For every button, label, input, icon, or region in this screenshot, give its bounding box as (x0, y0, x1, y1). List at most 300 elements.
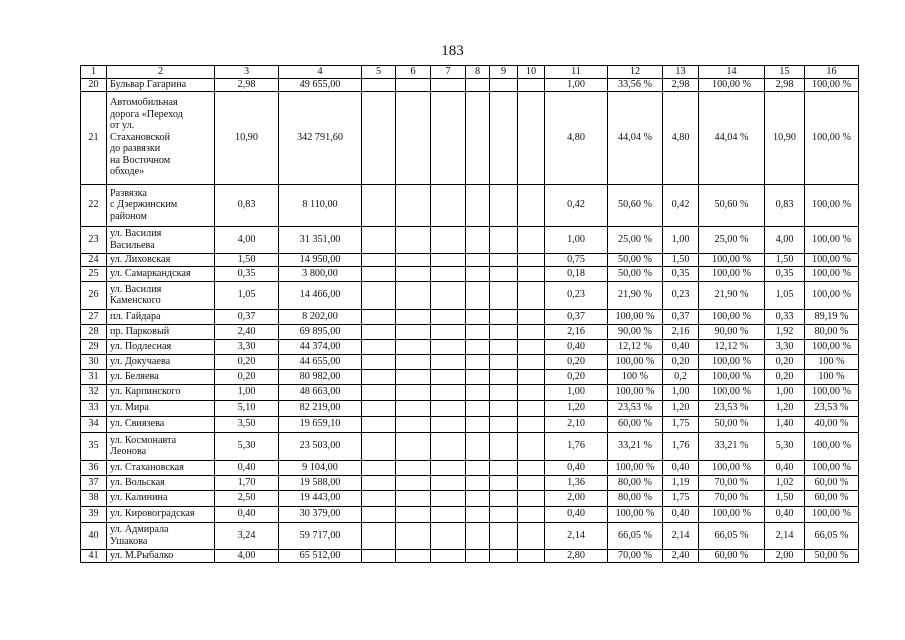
value-cell-c15: 1,92 (765, 324, 805, 339)
data-table (80, 65, 859, 563)
value-cell-c11: 0,20 (545, 354, 608, 369)
road-name-line: обходе» (110, 166, 145, 178)
empty-cell (396, 226, 431, 253)
row-number-cell: 39 (81, 506, 107, 522)
empty-cell (396, 384, 431, 400)
header-cell: 10 (518, 66, 545, 79)
empty-cell (490, 266, 518, 281)
value-cell-c14: 50,60 % (699, 184, 765, 226)
value-cell-c14: 70,00 % (699, 475, 765, 490)
road-name-line: Ушакова (110, 535, 148, 547)
road-name-cell (107, 522, 215, 549)
road-name-line: Бульвар Гагарина (110, 79, 187, 90)
empty-cell (490, 549, 518, 562)
value-cell-c14: 44,04 % (699, 91, 765, 184)
value-cell-c11: 0,42 (545, 184, 608, 226)
table-row (81, 475, 859, 490)
empty-cell (362, 79, 396, 92)
table-row (81, 490, 859, 506)
road-name-line: пл. Гайдара (110, 310, 161, 322)
value-cell-c14: 23,53 % (699, 400, 765, 416)
empty-cell (466, 416, 490, 432)
value-cell-c12: 50,00 % (608, 266, 663, 281)
row-number-cell: 26 (81, 281, 107, 309)
road-name-line: Васильева (110, 239, 155, 251)
value-cell-c4: 65 512,00 (279, 549, 362, 562)
value-cell-c16: 100,00 % (805, 506, 859, 522)
value-cell-c15: 0,33 (765, 309, 805, 324)
empty-cell (396, 324, 431, 339)
empty-cell (518, 432, 545, 460)
table-row (81, 384, 859, 400)
row-number-cell: 23 (81, 226, 107, 253)
empty-cell (518, 339, 545, 354)
row-number-cell: 27 (81, 309, 107, 324)
value-cell-c14: 50,00 % (699, 416, 765, 432)
road-name-cell (107, 460, 215, 475)
road-name-cell (107, 79, 215, 92)
empty-cell (396, 416, 431, 432)
value-cell-c14: 100,00 % (699, 253, 765, 266)
value-cell-c14: 100,00 % (699, 266, 765, 281)
empty-cell (466, 79, 490, 92)
value-cell-c3: 0,37 (215, 309, 279, 324)
value-cell-c11: 0,40 (545, 506, 608, 522)
empty-cell (518, 400, 545, 416)
road-name-cell (107, 266, 215, 281)
empty-cell (518, 266, 545, 281)
value-cell-c4: 19 588,00 (279, 475, 362, 490)
value-cell-c15: 0,20 (765, 354, 805, 369)
value-cell-c16: 100,00 % (805, 460, 859, 475)
value-cell-c4: 31 351,00 (279, 226, 362, 253)
value-cell-c13: 1,76 (663, 432, 699, 460)
value-cell-c11: 0,20 (545, 369, 608, 384)
value-cell-c4: 23 503,00 (279, 432, 362, 460)
value-cell-c15: 2,00 (765, 549, 805, 562)
empty-cell (466, 506, 490, 522)
header-cell: 15 (765, 66, 805, 79)
road-name-cell (107, 369, 215, 384)
road-name-line: с Дзержинским (110, 199, 178, 211)
value-cell-c4: 19 659,10 (279, 416, 362, 432)
empty-cell (466, 339, 490, 354)
value-cell-c11: 0,23 (545, 281, 608, 309)
empty-cell (490, 226, 518, 253)
empty-cell (396, 354, 431, 369)
empty-cell (362, 475, 396, 490)
table-row (81, 522, 859, 549)
road-name-line: ул. Василия (110, 283, 162, 295)
table-row (81, 506, 859, 522)
table-row (81, 266, 859, 281)
empty-cell (490, 91, 518, 184)
value-cell-c15: 3,30 (765, 339, 805, 354)
table-row (81, 281, 859, 309)
row-number-cell: 37 (81, 475, 107, 490)
empty-cell (490, 354, 518, 369)
road-name-cell (107, 253, 215, 266)
road-name-cell (107, 416, 215, 432)
value-cell-c12: 100,00 % (608, 460, 663, 475)
value-cell-c3: 0,20 (215, 354, 279, 369)
empty-cell (490, 369, 518, 384)
road-name-cell (107, 339, 215, 354)
value-cell-c4: 30 379,00 (279, 506, 362, 522)
value-cell-c3: 0,20 (215, 369, 279, 384)
empty-cell (362, 309, 396, 324)
empty-cell (518, 384, 545, 400)
road-name-cell (107, 475, 215, 490)
empty-cell (431, 432, 466, 460)
row-number-cell: 36 (81, 460, 107, 475)
value-cell-c14: 100,00 % (699, 506, 765, 522)
value-cell-c12: 50,00 % (608, 253, 663, 266)
value-cell-c12: 80,00 % (608, 475, 663, 490)
value-cell-c4: 3 800,00 (279, 266, 362, 281)
empty-cell (518, 324, 545, 339)
road-name-line: ул. Адмирала (110, 524, 169, 535)
empty-cell (466, 369, 490, 384)
value-cell-c14: 33,21 % (699, 432, 765, 460)
value-cell-c12: 100,00 % (608, 309, 663, 324)
value-cell-c14: 100,00 % (699, 354, 765, 369)
value-cell-c16: 100,00 % (805, 226, 859, 253)
empty-cell (431, 184, 466, 226)
value-cell-c11: 2,16 (545, 324, 608, 339)
value-cell-c4: 14 950,00 (279, 253, 362, 266)
table-row (81, 226, 859, 253)
value-cell-c14: 60,00 % (699, 549, 765, 562)
value-cell-c16: 100,00 % (805, 91, 859, 184)
value-cell-c4: 69 895,00 (279, 324, 362, 339)
value-cell-c15: 1,05 (765, 281, 805, 309)
road-name-line: ул. Василия (110, 228, 162, 239)
value-cell-c15: 5,30 (765, 432, 805, 460)
empty-cell (362, 266, 396, 281)
value-cell-c14: 100,00 % (699, 309, 765, 324)
empty-cell (362, 339, 396, 354)
road-name-line: ул. Космонавта (110, 434, 177, 446)
empty-cell (431, 384, 466, 400)
empty-cell (431, 490, 466, 506)
row-number-cell: 38 (81, 490, 107, 506)
empty-cell (466, 354, 490, 369)
road-name-line: районом (110, 210, 147, 222)
road-name-cell (107, 309, 215, 324)
empty-cell (466, 309, 490, 324)
empty-cell (362, 490, 396, 506)
value-cell-c12: 80,00 % (608, 490, 663, 506)
value-cell-c16: 100,00 % (805, 253, 859, 266)
road-name-cell (107, 549, 215, 562)
value-cell-c11: 0,37 (545, 309, 608, 324)
road-name-line: ул. Кировоградская (110, 508, 195, 520)
empty-cell (431, 475, 466, 490)
value-cell-c15: 1,00 (765, 384, 805, 400)
row-number-cell: 32 (81, 384, 107, 400)
value-cell-c14: 100,00 % (699, 369, 765, 384)
road-name-cell (107, 281, 215, 309)
empty-cell (466, 475, 490, 490)
value-cell-c12: 100 % (608, 369, 663, 384)
value-cell-c11: 4,80 (545, 91, 608, 184)
header-cell: 3 (215, 66, 279, 79)
empty-cell (362, 324, 396, 339)
empty-cell (518, 416, 545, 432)
value-cell-c3: 10,90 (215, 91, 279, 184)
road-name-cell (107, 184, 215, 226)
empty-cell (396, 549, 431, 562)
road-name-cell (107, 324, 215, 339)
value-cell-c16: 100,00 % (805, 339, 859, 354)
empty-cell (490, 184, 518, 226)
empty-cell (396, 369, 431, 384)
value-cell-c3: 3,24 (215, 522, 279, 549)
value-cell-c3: 2,40 (215, 324, 279, 339)
empty-cell (362, 506, 396, 522)
empty-cell (466, 91, 490, 184)
value-cell-c11: 1,00 (545, 384, 608, 400)
empty-cell (466, 226, 490, 253)
value-cell-c15: 1,02 (765, 475, 805, 490)
value-cell-c14: 21,90 % (699, 281, 765, 309)
empty-cell (396, 266, 431, 281)
empty-cell (362, 460, 396, 475)
value-cell-c4: 19 443,00 (279, 490, 362, 506)
empty-cell (466, 266, 490, 281)
value-cell-c15: 0,40 (765, 506, 805, 522)
table-row (81, 369, 859, 384)
value-cell-c3: 3,50 (215, 416, 279, 432)
empty-cell (362, 253, 396, 266)
table-row (81, 416, 859, 432)
road-name-line: ул. Свиязева (110, 418, 165, 430)
road-name-cell (107, 226, 215, 253)
empty-cell (362, 354, 396, 369)
empty-cell (490, 506, 518, 522)
value-cell-c14: 66,05 % (699, 522, 765, 549)
empty-cell (431, 416, 466, 432)
header-cell: 13 (663, 66, 699, 79)
value-cell-c12: 33,56 % (608, 79, 663, 92)
value-cell-c12: 100,00 % (608, 384, 663, 400)
value-cell-c15: 0,40 (765, 460, 805, 475)
value-cell-c15: 4,00 (765, 226, 805, 253)
empty-cell (490, 475, 518, 490)
empty-cell (396, 506, 431, 522)
value-cell-c15: 1,50 (765, 490, 805, 506)
value-cell-c15: 1,50 (765, 253, 805, 266)
value-cell-c16: 23,53 % (805, 400, 859, 416)
value-cell-c14: 25,00 % (699, 226, 765, 253)
empty-cell (431, 522, 466, 549)
empty-cell (466, 490, 490, 506)
value-cell-c3: 0,35 (215, 266, 279, 281)
value-cell-c11: 1,36 (545, 475, 608, 490)
road-name-line: ул. Карпинского (110, 386, 181, 398)
row-number-cell: 25 (81, 266, 107, 281)
value-cell-c3: 4,00 (215, 549, 279, 562)
value-cell-c11: 2,80 (545, 549, 608, 562)
header-cell: 1 (81, 66, 107, 79)
empty-cell (518, 91, 545, 184)
header-row (81, 66, 859, 79)
empty-cell (431, 400, 466, 416)
value-cell-c14: 12,12 % (699, 339, 765, 354)
empty-cell (362, 416, 396, 432)
road-name-cell (107, 354, 215, 369)
road-name-line: ул. Подлесная (110, 340, 172, 352)
table-row (81, 309, 859, 324)
row-number-cell: 22 (81, 184, 107, 226)
value-cell-c4: 80 982,00 (279, 369, 362, 384)
road-name-cell (107, 91, 215, 184)
header-cell: 4 (279, 66, 362, 79)
empty-cell (396, 475, 431, 490)
value-cell-c16: 50,00 % (805, 549, 859, 562)
header-cell: 9 (490, 66, 518, 79)
value-cell-c16: 100 % (805, 354, 859, 369)
empty-cell (518, 460, 545, 475)
value-cell-c4: 82 219,00 (279, 400, 362, 416)
value-cell-c3: 2,98 (215, 79, 279, 92)
value-cell-c12: 23,53 % (608, 400, 663, 416)
road-name-line: Стахановской (110, 131, 171, 143)
road-name-line: ул. Докучаева (110, 355, 171, 367)
empty-cell (431, 369, 466, 384)
empty-cell (362, 549, 396, 562)
value-cell-c4: 48 663,00 (279, 384, 362, 400)
value-cell-c13: 1,75 (663, 490, 699, 506)
road-name-line: ул. М.Рыбалко (110, 549, 174, 561)
value-cell-c13: 1,75 (663, 416, 699, 432)
empty-cell (466, 460, 490, 475)
empty-cell (466, 184, 490, 226)
table-row (81, 253, 859, 266)
value-cell-c11: 0,40 (545, 339, 608, 354)
empty-cell (396, 490, 431, 506)
value-cell-c3: 0,40 (215, 460, 279, 475)
value-cell-c14: 100,00 % (699, 460, 765, 475)
road-name-cell (107, 384, 215, 400)
header-cell: 14 (699, 66, 765, 79)
empty-cell (362, 400, 396, 416)
value-cell-c13: 2,40 (663, 549, 699, 562)
value-cell-c3: 1,50 (215, 253, 279, 266)
header-cell: 5 (362, 66, 396, 79)
value-cell-c15: 0,20 (765, 369, 805, 384)
value-cell-c13: 1,00 (663, 226, 699, 253)
empty-cell (490, 490, 518, 506)
row-number-cell: 40 (81, 522, 107, 549)
empty-cell (396, 339, 431, 354)
road-name-line: ул. Мира (110, 402, 149, 414)
road-name-line: ул. Стахановская (110, 461, 184, 473)
empty-cell (431, 281, 466, 309)
value-cell-c4: 44 374,00 (279, 339, 362, 354)
value-cell-c12: 33,21 % (608, 432, 663, 460)
empty-cell (431, 354, 466, 369)
header-cell: 11 (545, 66, 608, 79)
empty-cell (362, 369, 396, 384)
value-cell-c12: 44,04 % (608, 91, 663, 184)
value-cell-c3: 3,30 (215, 339, 279, 354)
road-name-cell (107, 490, 215, 506)
value-cell-c11: 2,10 (545, 416, 608, 432)
value-cell-c3: 1,70 (215, 475, 279, 490)
empty-cell (431, 253, 466, 266)
row-number-cell: 30 (81, 354, 107, 369)
value-cell-c15: 0,35 (765, 266, 805, 281)
table-row (81, 432, 859, 460)
empty-cell (396, 253, 431, 266)
empty-cell (362, 522, 396, 549)
empty-cell (396, 184, 431, 226)
header-cell: 16 (805, 66, 859, 79)
value-cell-c11: 1,20 (545, 400, 608, 416)
value-cell-c13: 0,37 (663, 309, 699, 324)
empty-cell (431, 324, 466, 339)
value-cell-c15: 10,90 (765, 91, 805, 184)
value-cell-c4: 14 466,00 (279, 281, 362, 309)
empty-cell (396, 522, 431, 549)
empty-cell (466, 253, 490, 266)
header-cell: 7 (431, 66, 466, 79)
value-cell-c11: 2,14 (545, 522, 608, 549)
value-cell-c11: 1,00 (545, 79, 608, 92)
empty-cell (396, 309, 431, 324)
road-name-line: Автомобильная (110, 97, 178, 109)
value-cell-c16: 60,00 % (805, 475, 859, 490)
empty-cell (490, 522, 518, 549)
value-cell-c3: 5,10 (215, 400, 279, 416)
value-cell-c3: 1,05 (215, 281, 279, 309)
empty-cell (490, 79, 518, 92)
empty-cell (490, 384, 518, 400)
value-cell-c13: 2,16 (663, 324, 699, 339)
header-cell: 2 (107, 66, 215, 79)
empty-cell (518, 475, 545, 490)
empty-cell (490, 324, 518, 339)
empty-cell (490, 400, 518, 416)
row-number-cell: 34 (81, 416, 107, 432)
empty-cell (490, 416, 518, 432)
empty-cell (466, 400, 490, 416)
value-cell-c16: 40,00 % (805, 416, 859, 432)
row-number-cell: 20 (81, 79, 107, 92)
value-cell-c3: 0,40 (215, 506, 279, 522)
road-name-line: ул. Самаркандская (110, 267, 191, 279)
empty-cell (466, 549, 490, 562)
value-cell-c12: 25,00 % (608, 226, 663, 253)
row-number-cell: 24 (81, 253, 107, 266)
value-cell-c3: 2,50 (215, 490, 279, 506)
empty-cell (490, 460, 518, 475)
empty-cell (466, 432, 490, 460)
road-name-line: ул. Вольская (110, 476, 165, 488)
empty-cell (362, 432, 396, 460)
value-cell-c13: 1,20 (663, 400, 699, 416)
table-row (81, 91, 859, 184)
value-cell-c15: 0,83 (765, 184, 805, 226)
road-name-cell (107, 506, 215, 522)
value-cell-c4: 8 202,00 (279, 309, 362, 324)
value-cell-c3: 0,83 (215, 184, 279, 226)
road-name-line: ул. Лиховская (110, 253, 171, 265)
value-cell-c3: 4,00 (215, 226, 279, 253)
value-cell-c11: 0,18 (545, 266, 608, 281)
